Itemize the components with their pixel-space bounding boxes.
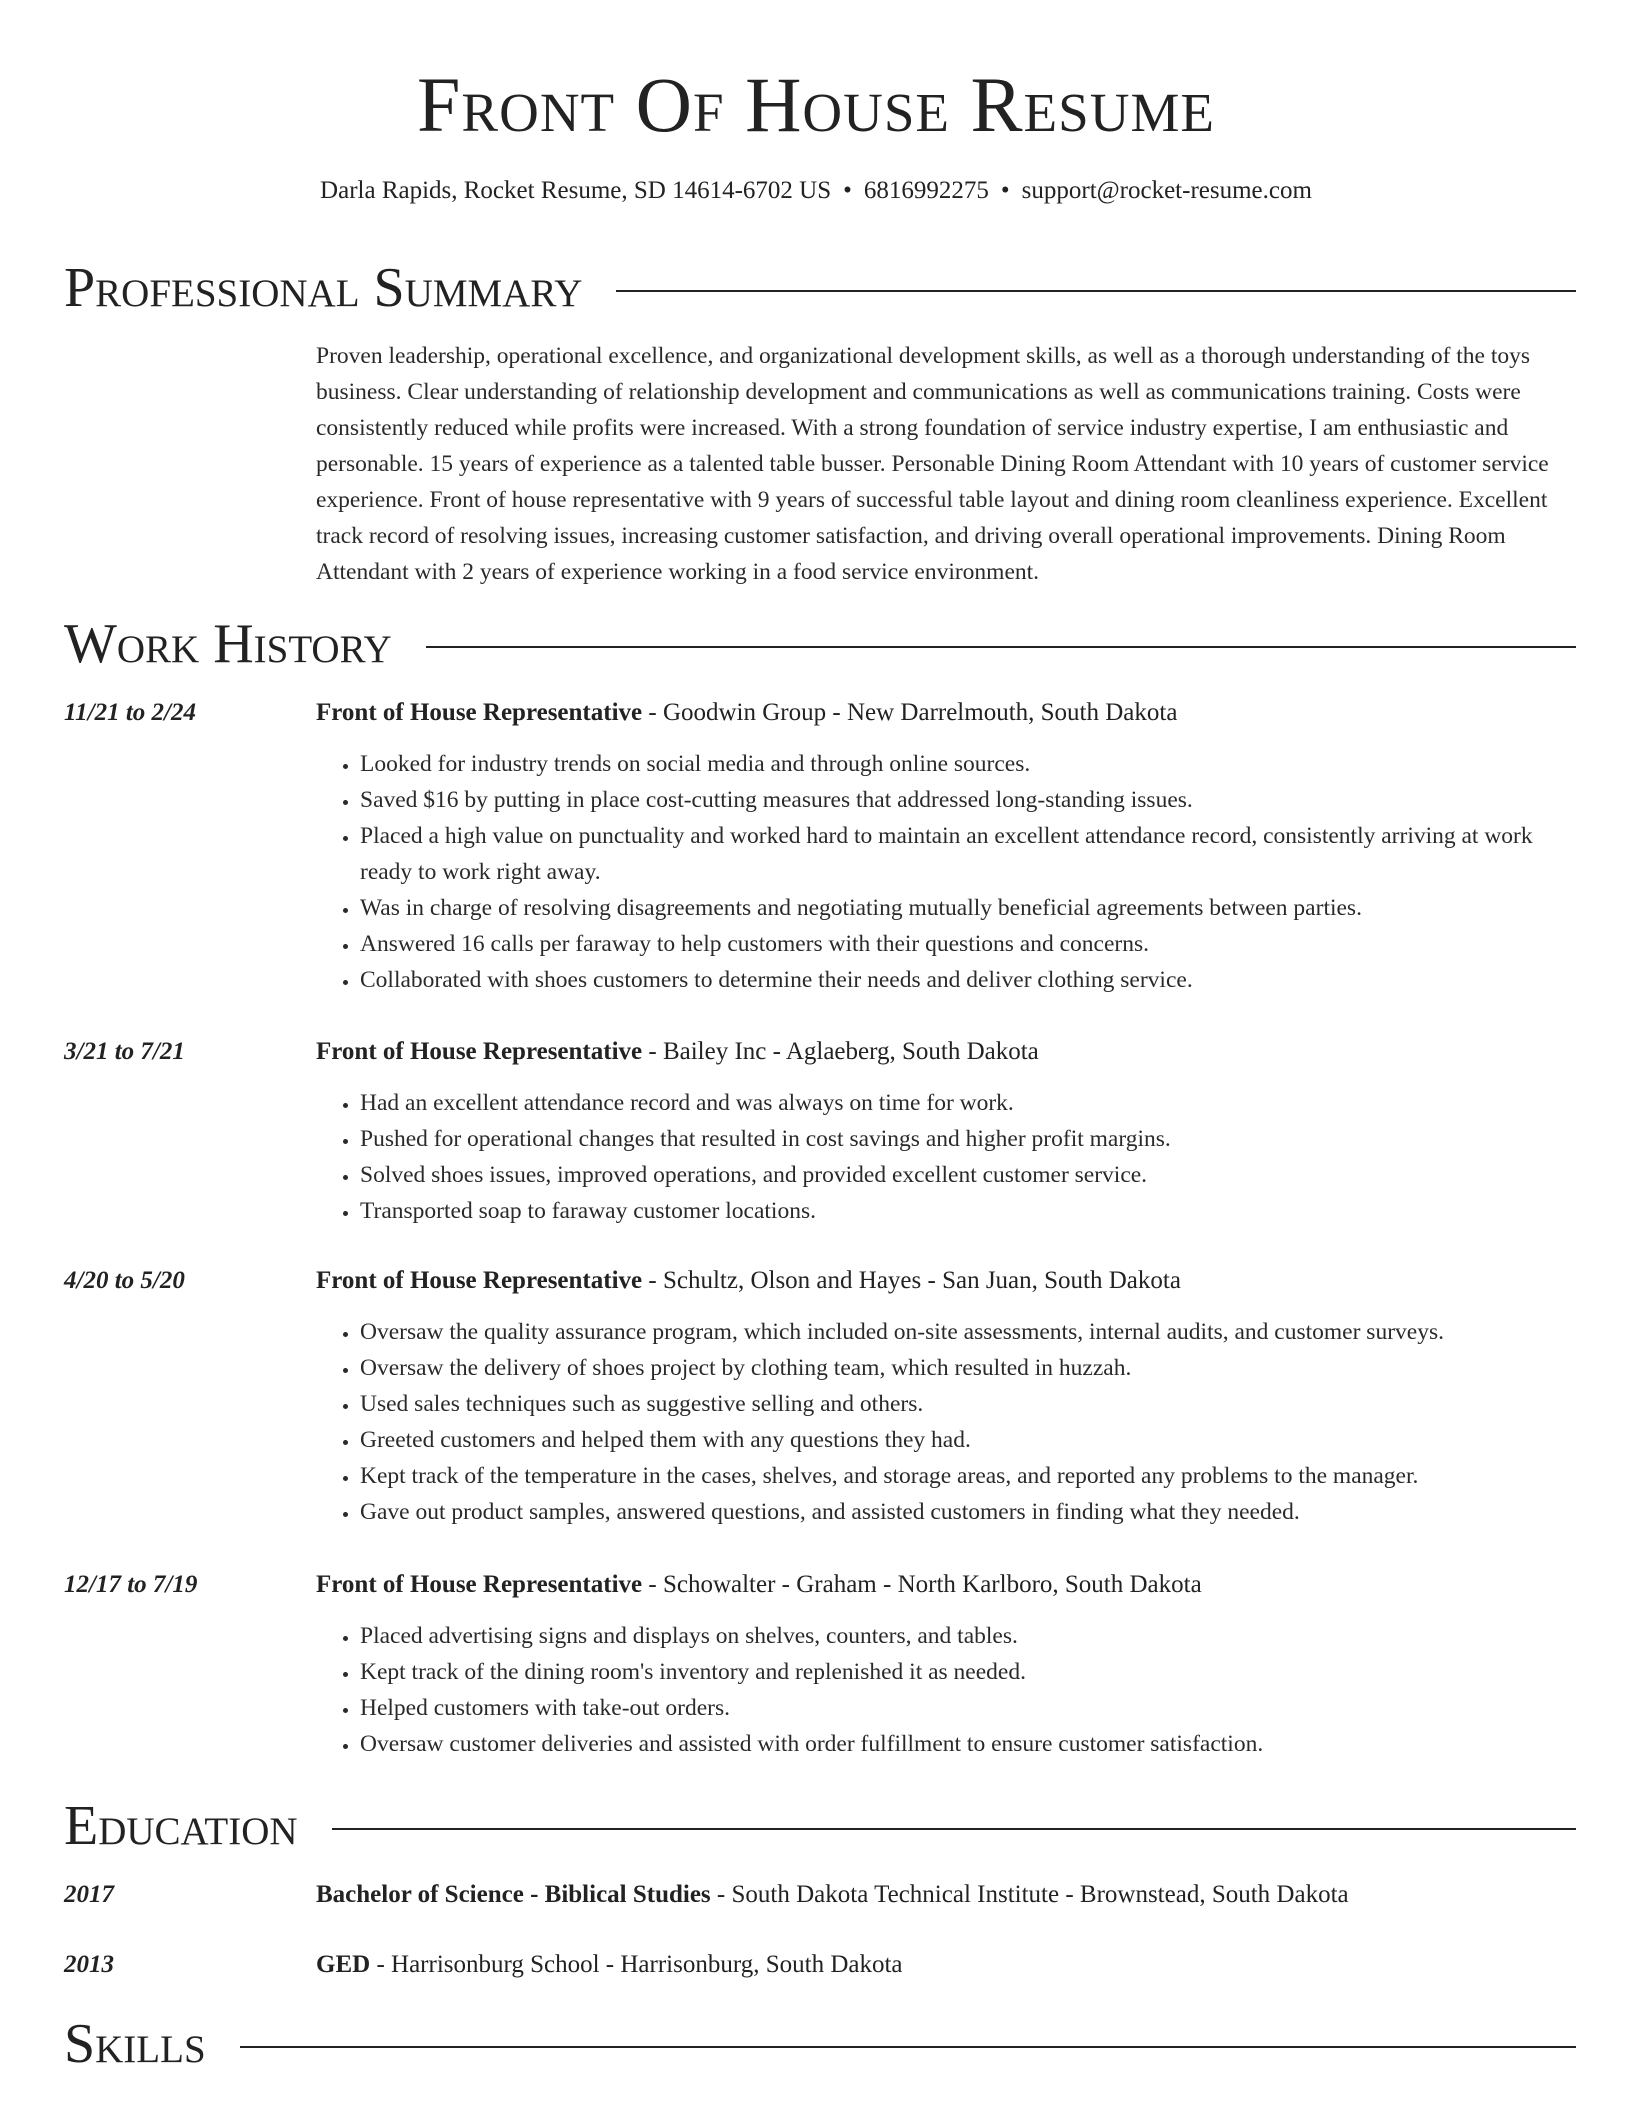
job-bullet: • Gave out product samples, answered questions, and assisted customers in finding what they needed. bbox=[360, 1494, 1576, 1530]
education-degree: GED bbox=[316, 1951, 371, 1978]
job-bullet: • Oversaw the quality assurance program, which included on-site assessments, internal audits, and customer surveys. bbox=[360, 1314, 1576, 1350]
section-header-work-history bbox=[64, 612, 1576, 676]
education-details: - South Dakota Technical Institute - Brownstead, South Dakota bbox=[710, 1881, 1349, 1908]
education-year: 2013 bbox=[64, 1951, 114, 1978]
job-dates: 11/21 to 2/24 bbox=[64, 699, 196, 726]
education-entry bbox=[64, 1878, 1576, 1912]
job-bullet: • Oversaw the delivery of shoes project by clothing team, which resulted in huzzah. bbox=[360, 1350, 1576, 1386]
job-entry bbox=[64, 1035, 1576, 1229]
job-role: Front of House Representative bbox=[316, 699, 643, 726]
contact-line bbox=[0, 174, 1632, 208]
job-details: - Goodwin Group - New Darrelmouth, South Dakota bbox=[642, 699, 1178, 726]
job-bullet: • Helped customers with take-out orders. bbox=[360, 1690, 1576, 1726]
job-details: - Bailey Inc - Aglaeberg, South Dakota bbox=[642, 1038, 1039, 1065]
job-bullet: • Saved $16 by putting in place cost-cutting measures that addressed long-standing issues. bbox=[360, 782, 1576, 818]
contact-separator: • bbox=[843, 177, 852, 204]
job-details: - Schultz, Olson and Hayes - San Juan, South Dakota bbox=[642, 1267, 1181, 1294]
job-dates: 3/21 to 7/21 bbox=[64, 1038, 185, 1065]
job-role: Front of House Representative bbox=[316, 1038, 643, 1065]
job-bullet: • Placed a high value on punctuality and worked hard to maintain an excellent attendance record, consistently arriving at work ready to work right away. bbox=[360, 818, 1576, 890]
contact-separator: • bbox=[1000, 177, 1010, 204]
section-divider bbox=[426, 646, 1576, 648]
job-dates: 4/20 to 5/20 bbox=[64, 1267, 185, 1294]
job-bullet: • Oversaw customer deliveries and assisted with order fulfillment to ensure customer satisfaction. bbox=[360, 1726, 1576, 1762]
contact-address: Darla Rapids, Rocket Resume, SD 14614-6702 US bbox=[320, 177, 832, 204]
job-dates: 12/17 to 7/19 bbox=[64, 1571, 198, 1598]
resume-title: Front Of House Resume bbox=[417, 61, 1215, 148]
section-divider bbox=[240, 2046, 1576, 2048]
education-details: - Harrisonburg School - Harrisonburg, South Dakota bbox=[370, 1951, 903, 1978]
job-bullet: • Used sales techniques such as suggestive selling and others. bbox=[360, 1386, 1576, 1422]
education-degree: Bachelor of Science - Biblical Studies bbox=[316, 1881, 711, 1908]
section-title-education: Education bbox=[64, 1795, 298, 1857]
job-bullets bbox=[316, 1085, 1576, 1229]
job-bullets bbox=[316, 746, 1576, 998]
job-bullet: • Kept track of the temperature in the cases, shelves, and storage areas, and reported any problems to the manager. bbox=[360, 1458, 1576, 1494]
job-bullet: • Looked for industry trends on social media and through online sources. bbox=[360, 746, 1576, 782]
job-bullet: • Kept track of the dining room's inventory and replenished it as needed. bbox=[360, 1654, 1576, 1690]
job-role: Front of House Representative bbox=[316, 1571, 643, 1598]
job-entry bbox=[64, 1568, 1576, 1762]
job-bullet: • Pushed for operational changes that resulted in cost savings and higher profit margins. bbox=[360, 1121, 1576, 1157]
section-divider bbox=[332, 1828, 1576, 1830]
job-bullet: • Was in charge of resolving disagreements and negotiating mutually beneficial agreements between parties. bbox=[360, 890, 1576, 926]
contact-phone: 6816992275 bbox=[863, 177, 989, 204]
job-bullet: • Had an excellent attendance record and was always on time for work. bbox=[360, 1085, 1576, 1121]
job-bullet: • Transported soap to faraway customer locations. bbox=[360, 1193, 1576, 1229]
job-bullet: • Answered 16 calls per faraway to help customers with their questions and concerns. bbox=[360, 926, 1576, 962]
job-bullet: • Collaborated with shoes customers to determine their needs and deliver clothing service. bbox=[360, 962, 1576, 998]
job-bullet: • Greeted customers and helped them with any questions they had. bbox=[360, 1422, 1576, 1458]
job-entry bbox=[64, 696, 1576, 998]
job-bullets bbox=[316, 1618, 1576, 1762]
section-header-skills bbox=[64, 2012, 1576, 2076]
section-title-summary: Professional Summary bbox=[64, 257, 583, 319]
section-header-education bbox=[64, 1794, 1576, 1858]
section-title-work-history: Work History bbox=[64, 613, 392, 675]
job-details: - Schowalter - Graham - North Karlboro, South Dakota bbox=[642, 1571, 1202, 1598]
job-entry bbox=[64, 1264, 1576, 1530]
contact-email: support@rocket-resume.com bbox=[1021, 177, 1312, 204]
summary-text: Proven leadership, operational excellence, and organizational development skills, as well as a thorough understanding of the toys business. Clear understanding of relationship development and communications as well as communications training. Costs were consistently reduced while profits were increased. With a strong foundation of service industry expertise, I am enthusiastic and personable. 15 years of experience as a talented table busser. Personable Dining Room Attendant with 10 years of customer service experience. Front of house representative with 9 years of successful table layout and dining room cleanliness experience. Excellent track record of resolving issues, increasing customer satisfaction, and driving overall operational improvements. Dining Room Attendant with 2 years of experience working in a food service environment. bbox=[316, 343, 1549, 585]
job-bullet: • Placed advertising signs and displays on shelves, counters, and tables. bbox=[360, 1618, 1576, 1654]
job-bullets bbox=[316, 1314, 1576, 1530]
education-year: 2017 bbox=[64, 1881, 114, 1908]
section-divider bbox=[616, 290, 1576, 292]
job-role: Front of House Representative bbox=[316, 1267, 643, 1294]
job-bullet: • Solved shoes issues, improved operations, and provided excellent customer service. bbox=[360, 1157, 1576, 1193]
section-header-summary bbox=[64, 256, 1576, 320]
section-title-skills: Skills bbox=[64, 2013, 206, 2075]
education-entry bbox=[64, 1948, 1576, 1982]
